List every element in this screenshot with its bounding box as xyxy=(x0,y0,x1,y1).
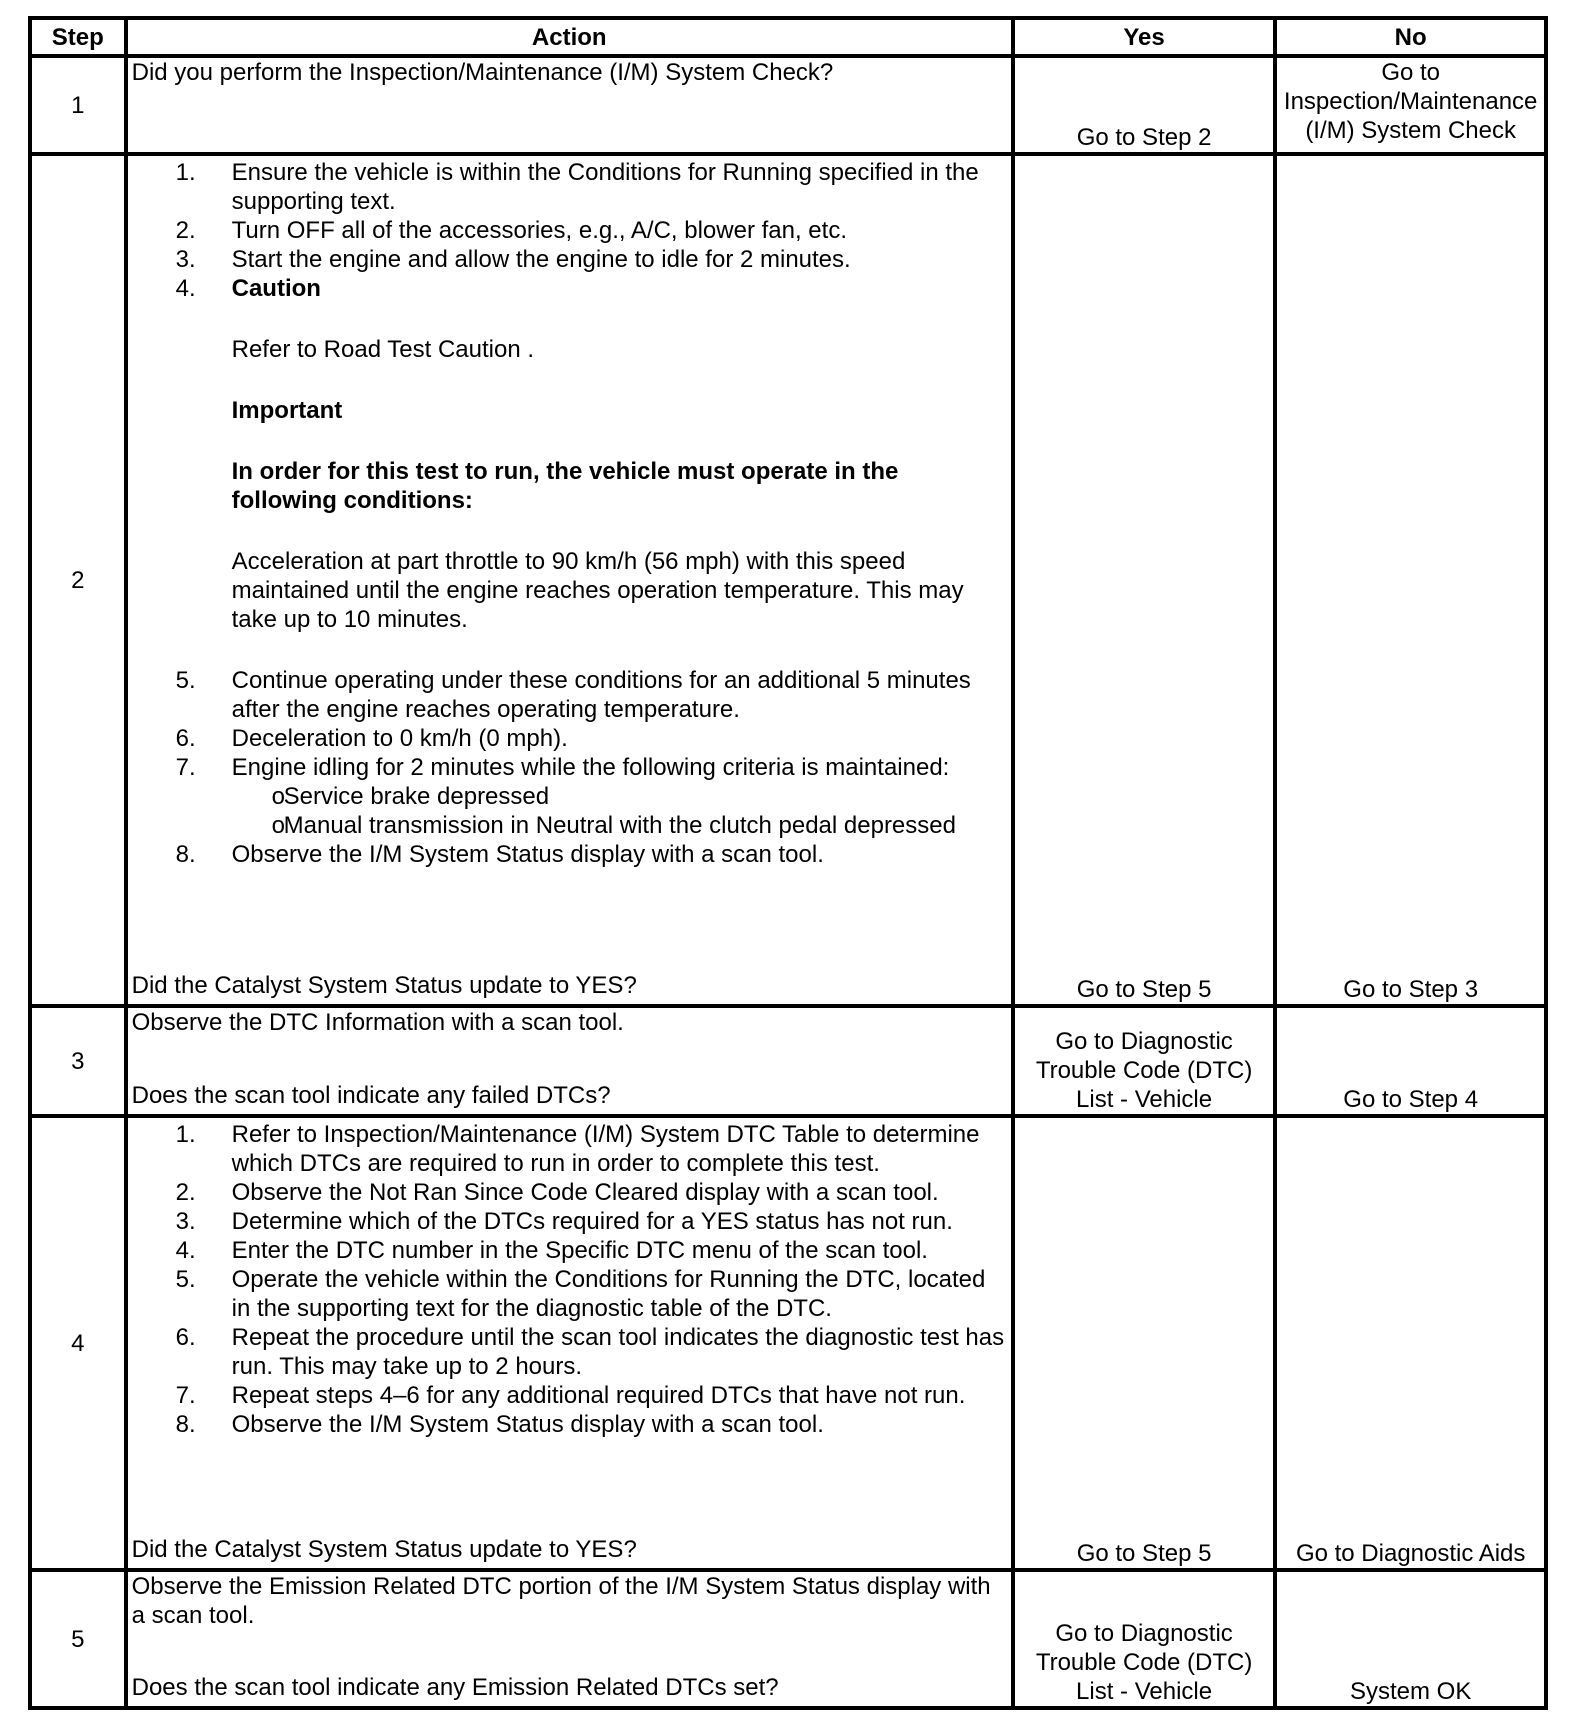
question-text: Does the scan tool indicate any failed DTCs? xyxy=(131,1082,611,1109)
no-cell: System OK xyxy=(1275,1570,1546,1708)
action-cell xyxy=(126,154,1013,1006)
header-row xyxy=(30,18,1546,56)
question-text: Did the Catalyst System Status update to YES? xyxy=(131,1536,637,1563)
list-item: 5. Operate the vehicle within the Conditions for Running the DTC, located in the supporting text for the diagnostic table of the DTC. xyxy=(175,1266,986,1322)
list-item: 7. Engine idling for 2 minutes while the following criteria is maintained: o Service brake depressed o Manual transmission in Neutral with the clutch pedal depressed xyxy=(132,753,1007,840)
sub-list-item: o Manual transmission in Neutral with the clutch pedal depressed xyxy=(271,812,956,839)
yes-cell: Go to Step 5 xyxy=(1013,1116,1276,1570)
action-cell xyxy=(126,56,1013,154)
no-cell: Go to Step 4 xyxy=(1275,1006,1546,1116)
list-item: 5. Continue operating under these conditions for an additional 5 minutes after the engine reaches operating temperature. xyxy=(175,667,971,723)
list-item: 2. Turn OFF all of the accessories, e.g., A/C, blower fan, etc. xyxy=(175,217,847,244)
table-row xyxy=(30,1116,1546,1570)
step-number: 2 xyxy=(30,154,126,1006)
header-no: No xyxy=(1275,18,1546,56)
header-action: Action xyxy=(126,18,1013,56)
list-item: 1. Refer to Inspection/Maintenance (I/M) System DTC Table to determine which DTCs are required to run in order to complete this test. xyxy=(175,1121,980,1177)
criteria-list xyxy=(232,782,1007,840)
list-item: 4. Enter the DTC number in the Specific DTC menu of the scan tool. xyxy=(175,1237,928,1264)
procedure-list xyxy=(132,158,1007,869)
list-item: 7. Repeat steps 4–6 for any additional required DTCs that have not run. xyxy=(175,1382,966,1409)
important-label: Important xyxy=(231,397,343,424)
no-cell: Go to Inspection/Maintenance (I/M) System Check xyxy=(1275,56,1546,154)
yes-cell: Go to Diagnostic Trouble Code (DTC) List - Vehicle xyxy=(1013,1006,1276,1116)
list-item: 6. Repeat the procedure until the scan tool indicates the diagnostic test has run. This may take up to 2 hours. xyxy=(175,1324,1005,1380)
action-cell xyxy=(126,1006,1013,1116)
yes-cell: Go to Step 2 xyxy=(1013,56,1276,154)
step-number: 5 xyxy=(30,1570,126,1708)
no-cell: Go to Step 3 xyxy=(1275,154,1546,1006)
sub-list-item: o Service brake depressed xyxy=(271,783,550,810)
list-item: 8. Observe the I/M System Status display with a scan tool. xyxy=(175,841,824,868)
question-text: Did the Catalyst System Status update to YES? xyxy=(131,972,637,999)
acceleration-text: Acceleration at part throttle to 90 km/h (56 mph) with this speed maintained until the engine reaches operation temperature. This may take up to 10 minutes. xyxy=(231,548,964,633)
no-cell: Go to Diagnostic Aids xyxy=(1275,1116,1546,1570)
table-row xyxy=(30,56,1546,154)
action-text: Observe the Emission Related DTC portion of the I/M System Status display with a scan tool. xyxy=(131,1573,991,1629)
caution-label: Caution xyxy=(231,275,321,302)
list-item: 6. Deceleration to 0 km/h (0 mph). xyxy=(175,725,568,752)
list-item: 3. Determine which of the DTCs required for a YES status has not run. xyxy=(175,1208,953,1235)
table-row xyxy=(30,154,1546,1006)
step-number: 4 xyxy=(30,1116,126,1570)
important-text: In order for this test to run, the vehicle must operate in the following conditions: xyxy=(231,458,899,514)
yes-cell: Go to Step 5 xyxy=(1013,154,1276,1006)
list-item: 2. Observe the Not Ran Since Code Cleared display with a scan tool. xyxy=(175,1179,939,1206)
question-text: Does the scan tool indicate any Emission Related DTCs set? xyxy=(131,1674,779,1701)
header-step: Step xyxy=(30,18,126,56)
table-row xyxy=(30,1006,1546,1116)
step-number: 3 xyxy=(30,1006,126,1116)
action-cell xyxy=(126,1116,1013,1570)
action-cell xyxy=(126,1570,1013,1708)
caution-reference: Refer to Road Test Caution . xyxy=(231,336,535,363)
action-text: Did you perform the Inspection/Maintenance (I/M) System Check? xyxy=(131,59,834,86)
step-number: 1 xyxy=(30,56,126,154)
procedure-list xyxy=(132,1120,1007,1439)
list-item: 3. Start the engine and allow the engine to idle for 2 minutes. xyxy=(175,246,851,273)
diagnostic-table xyxy=(28,16,1548,1710)
action-text: Observe the DTC Information with a scan tool. xyxy=(131,1009,624,1036)
list-item: 1. Ensure the vehicle is within the Conditions for Running specified in the supporting text. xyxy=(175,159,979,215)
list-item: 4. Caution Refer to Road Test Caution . Important In order for this test to run, the vehicle must operate in the following conditions: Acceleration at part throttle to 90 km/h (56 mph) with this speed maintained until the engine reaches operation temperature. This may take up to 10 minutes. xyxy=(132,274,1007,666)
list-item: 8. Observe the I/M System Status display with a scan tool. xyxy=(175,1411,824,1438)
header-yes: Yes xyxy=(1013,18,1276,56)
yes-cell: Go to Diagnostic Trouble Code (DTC) List - Vehicle xyxy=(1013,1570,1276,1708)
table-row xyxy=(30,1570,1546,1708)
